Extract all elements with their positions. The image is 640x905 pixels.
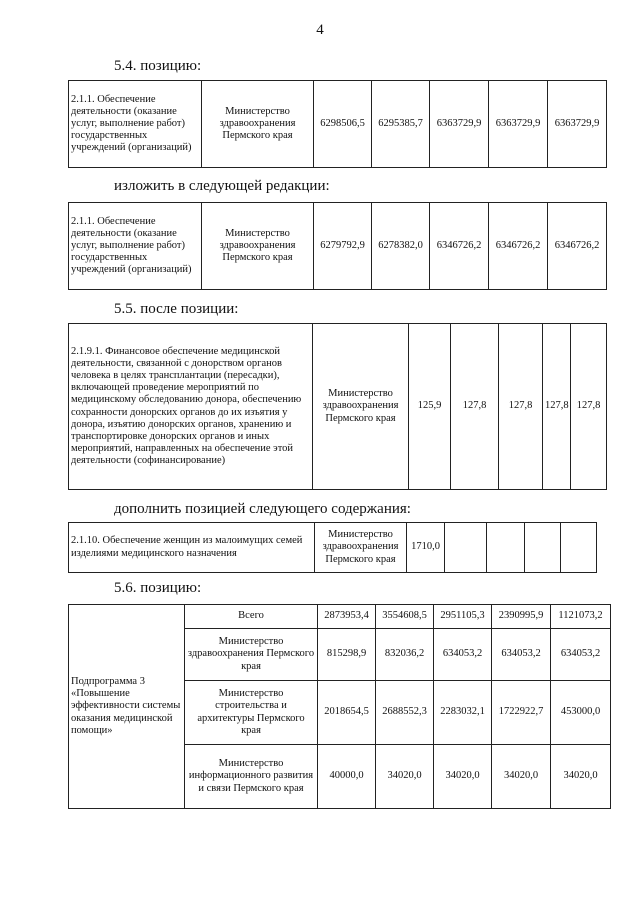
table-5-5 [68,323,607,490]
program-row-org: Всего [185,605,318,629]
program-row-org: Министерство информационного развития и связи Пермского края [185,745,318,809]
position-org: Министерство здравоохранения Пермского края [313,324,409,490]
value-cell: 6298506,5 [314,81,372,168]
value-cell [525,523,561,573]
page-number: 4 [316,22,324,38]
value-cell: 3554608,5 [376,605,434,629]
value-cell: 2018654,5 [318,681,376,745]
value-cell: 1121073,2 [551,605,611,629]
value-cell: 34020,0 [434,745,492,809]
table-add [68,522,597,573]
value-cell: 6346726,2 [430,203,489,290]
value-cell: 34020,0 [376,745,434,809]
value-cell: 634053,2 [434,629,492,681]
value-cell: 127,8 [451,324,499,490]
value-cell: 832036,2 [376,629,434,681]
heading-5-6: 5.6. позицию: [114,580,202,596]
value-cell [445,523,487,573]
table-replace [68,202,607,290]
value-cell: 6363729,9 [489,81,548,168]
program-row-org: Министерство строительства и архитектуры Пермского края [185,681,318,745]
value-cell: 2873953,4 [318,605,376,629]
heading-5-4: 5.4. позицию: [114,58,202,74]
table-5-6 [68,604,611,809]
value-cell: 34020,0 [551,745,611,809]
table-row [69,605,611,629]
heading-replace: изложить в следующей редакции: [114,178,330,194]
value-cell [561,523,597,573]
value-cell: 2951105,3 [434,605,492,629]
value-cell [487,523,525,573]
value-cell: 634053,2 [492,629,551,681]
value-cell: 6346726,2 [489,203,548,290]
value-cell: 6278382,0 [372,203,430,290]
position-name: 2.1.1. Обеспечение деятельности (оказание услуг, выполнение работ) государственных учреждений (организаций) [69,203,202,290]
value-cell: 1722922,7 [492,681,551,745]
value-cell: 125,9 [409,324,451,490]
value-cell: 127,8 [543,324,571,490]
position-org: Министерство здравоохранения Пермского края [315,523,407,573]
table-row [69,324,607,490]
table-row [69,203,607,290]
position-name: 2.1.1. Обеспечение деятельности (оказание услуг, выполнение работ) государственных учреждений (организаций) [69,81,202,168]
value-cell: 634053,2 [551,629,611,681]
value-cell: 127,8 [571,324,607,490]
position-org: Министерство здравоохранения Пермского края [202,203,314,290]
table-5-4 [68,80,607,168]
value-cell: 815298,9 [318,629,376,681]
value-cell: 6295385,7 [372,81,430,168]
value-cell: 2390995,9 [492,605,551,629]
value-cell: 453000,0 [551,681,611,745]
table-row [69,523,597,573]
value-cell: 2688552,3 [376,681,434,745]
position-name: 2.1.9.1. Финансовое обеспечение медицинской деятельности, связанной с донорством органов человека в целях трансплантации (пересадки), включающей проведение мероприятий по медицинскому обследованию донора, обеспечению сохранности донорских органов до их изъятия у донора, изъятию донорских органов, хранению и транспортировке донорских органов и иных мероприятий, направленных на обеспечение этой деятельности (софинансирование) [69,324,313,490]
value-cell: 2283032,1 [434,681,492,745]
table-row [69,81,607,168]
value-cell: 1710,0 [407,523,445,573]
value-cell: 34020,0 [492,745,551,809]
program-name: Подпрограмма 3 «Повышение эффективности системы оказания медицинской помощи» [69,605,185,809]
value-cell: 127,8 [499,324,543,490]
heading-add: дополнить позицией следующего содержания: [114,501,411,517]
value-cell: 6346726,2 [548,203,607,290]
value-cell: 6279792,9 [314,203,372,290]
value-cell: 40000,0 [318,745,376,809]
value-cell: 6363729,9 [548,81,607,168]
program-row-org: Министерство здравоохранения Пермского края [185,629,318,681]
position-org: Министерство здравоохранения Пермского края [202,81,314,168]
value-cell: 6363729,9 [430,81,489,168]
heading-5-5: 5.5. после позиции: [114,301,239,317]
position-name: 2.1.10. Обеспечение женщин из малоимущих семей изделиями медицинского назначения [69,523,315,573]
